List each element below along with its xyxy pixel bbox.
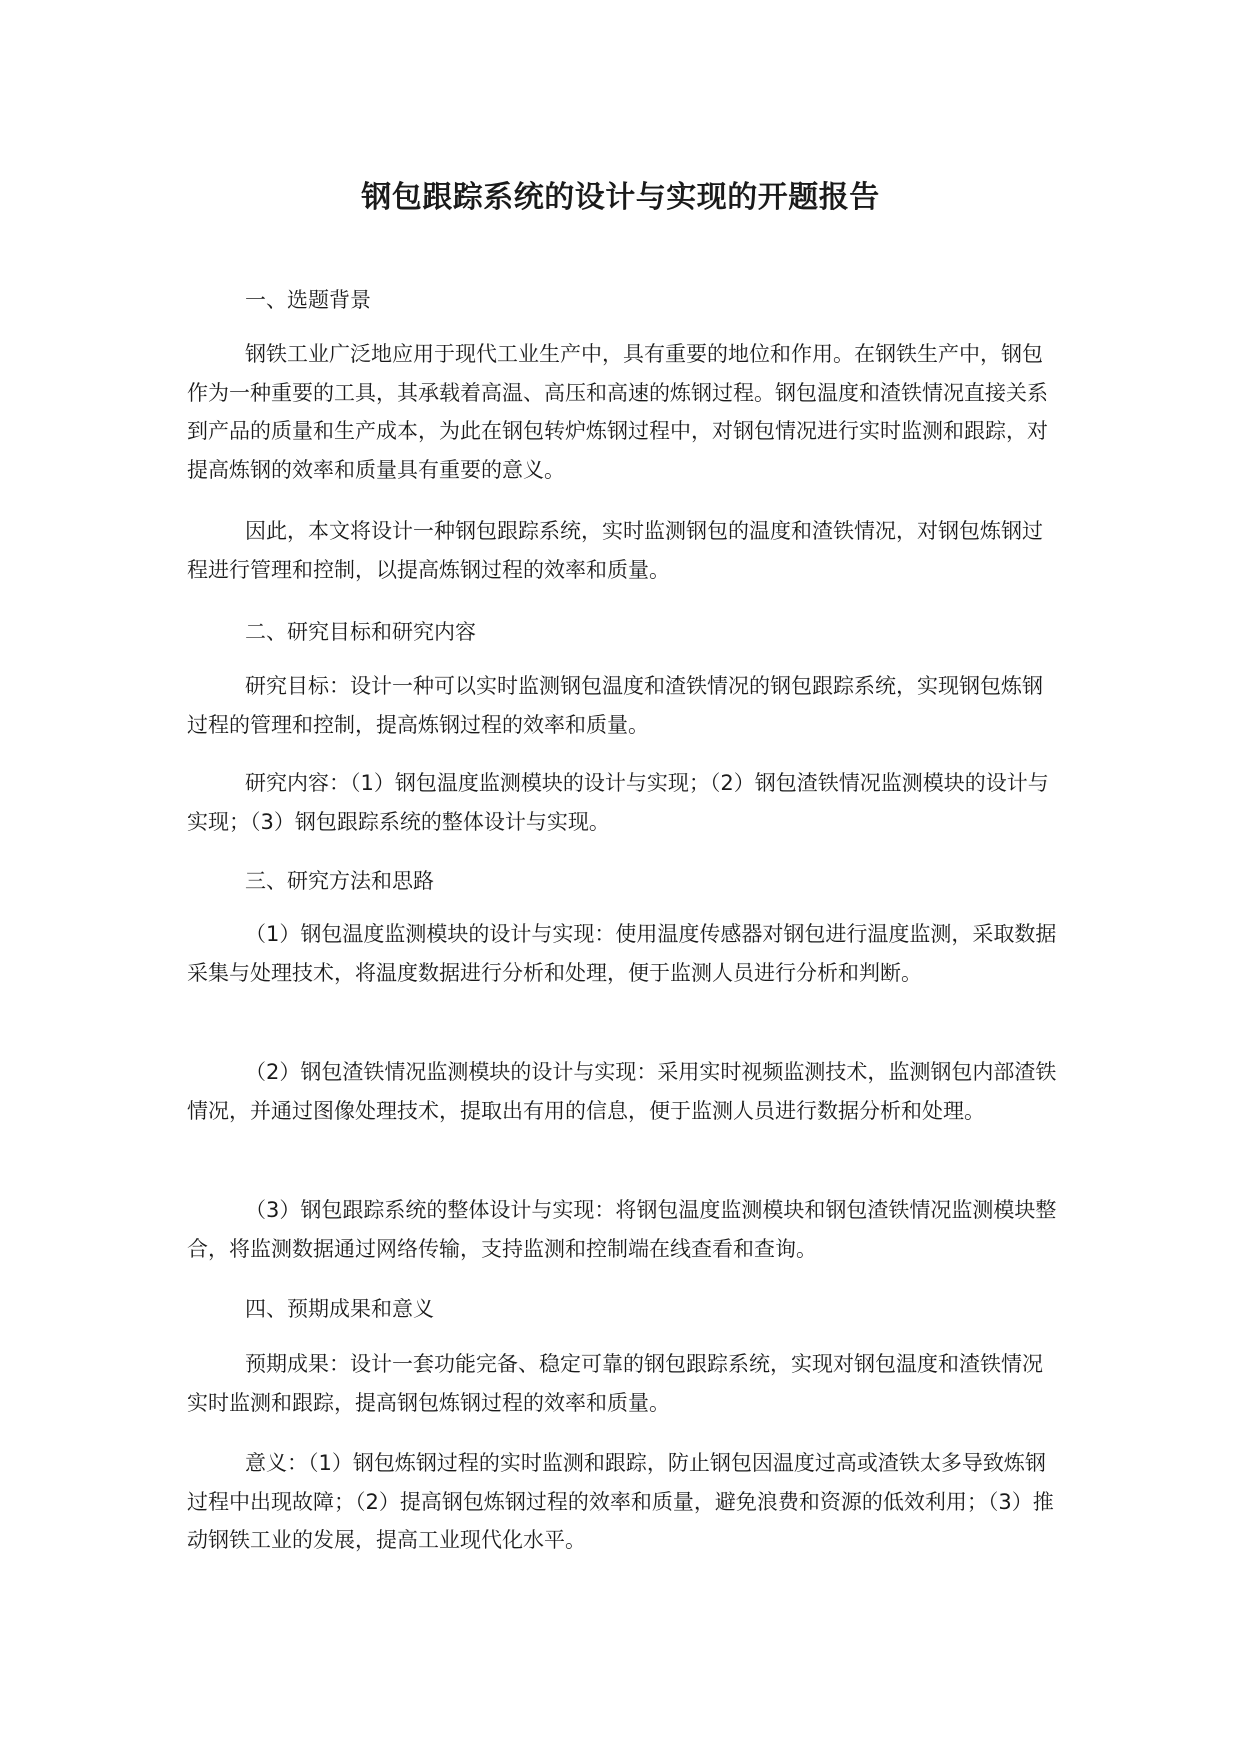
document-title: 钢包跟踪系统的设计与实现的开题报告 [361,180,880,215]
section-heading-background: 一、选题背景 [245,288,371,312]
paragraph-research-goal [187,667,1057,744]
paragraph-method-3 [187,1191,1057,1268]
paragraph-text: 钢铁工业广泛地应用于现代工业生产中，具有重要的地位和作用。在钢铁生产中，钢包作为一种重要的工具，其承载着高温、高压和高速的炼钢过程。钢包温度和渣铁情况直接关系到产品的质量和生产成本，为此在钢包转炉炼钢过程中，对钢包情况进行实时监测和跟踪，对提高炼钢的效率和质量具有重要的意义。 [187,342,1048,482]
paragraph-method-2 [187,1053,1057,1130]
paragraph-text: 因此，本文将设计一种钢包跟踪系统，实时监测钢包的温度和渣铁情况，对钢包炼钢过程进行管理和控制，以提高炼钢过程的效率和质量。 [187,519,1043,582]
section-heading-outcomes: 四、预期成果和意义 [245,1297,434,1321]
section-heading-goals: 二、研究目标和研究内容 [245,620,476,644]
paragraph-text: （3）钢包跟踪系统的整体设计与实现：将钢包温度监测模块和钢包渣铁情况监测模块整合，将监测数据通过网络传输，支持监测和控制端在线查看和查询。 [187,1198,1057,1261]
paragraph-background-2 [187,512,1057,589]
paragraph-text: （1）钢包温度监测模块的设计与实现：使用温度传感器对钢包进行温度监测，采取数据采集与处理技术，将温度数据进行分析和处理，便于监测人员进行分析和判断。 [187,922,1057,985]
paragraph-significance [187,1444,1057,1560]
paragraph-text: 意义：（1）钢包炼钢过程的实时监测和跟踪，防止钢包因温度过高或渣铁太多导致炼钢过程中出现故障；（2）提高钢包炼钢过程的效率和质量，避免浪费和资源的低效利用；（3）推动钢铁工业的发展，提高工业现代化水平。 [187,1451,1054,1552]
paragraph-text: （2）钢包渣铁情况监测模块的设计与实现：采用实时视频监测技术，监测钢包内部渣铁情况，并通过图像处理技术，提取出有用的信息，便于监测人员进行数据分析和处理。 [187,1060,1057,1123]
paragraph-text: 研究内容：（1）钢包温度监测模块的设计与实现；（2）钢包渣铁情况监测模块的设计与实现；（3）钢包跟踪系统的整体设计与实现。 [187,771,1049,834]
paragraph-method-1 [187,915,1057,992]
paragraph-text: 研究目标：设计一种可以实时监测钢包温度和渣铁情况的钢包跟踪系统，实现钢包炼钢过程的管理和控制，提高炼钢过程的效率和质量。 [187,674,1043,737]
paragraph-text: 预期成果：设计一套功能完备、稳定可靠的钢包跟踪系统，实现对钢包温度和渣铁情况实时监测和跟踪，提高钢包炼钢过程的效率和质量。 [187,1352,1043,1415]
paragraph-research-content [187,764,1057,841]
paragraph-background-1 [187,335,1057,489]
paragraph-expected-outcome [187,1345,1057,1422]
section-heading-methods: 三、研究方法和思路 [245,869,434,893]
